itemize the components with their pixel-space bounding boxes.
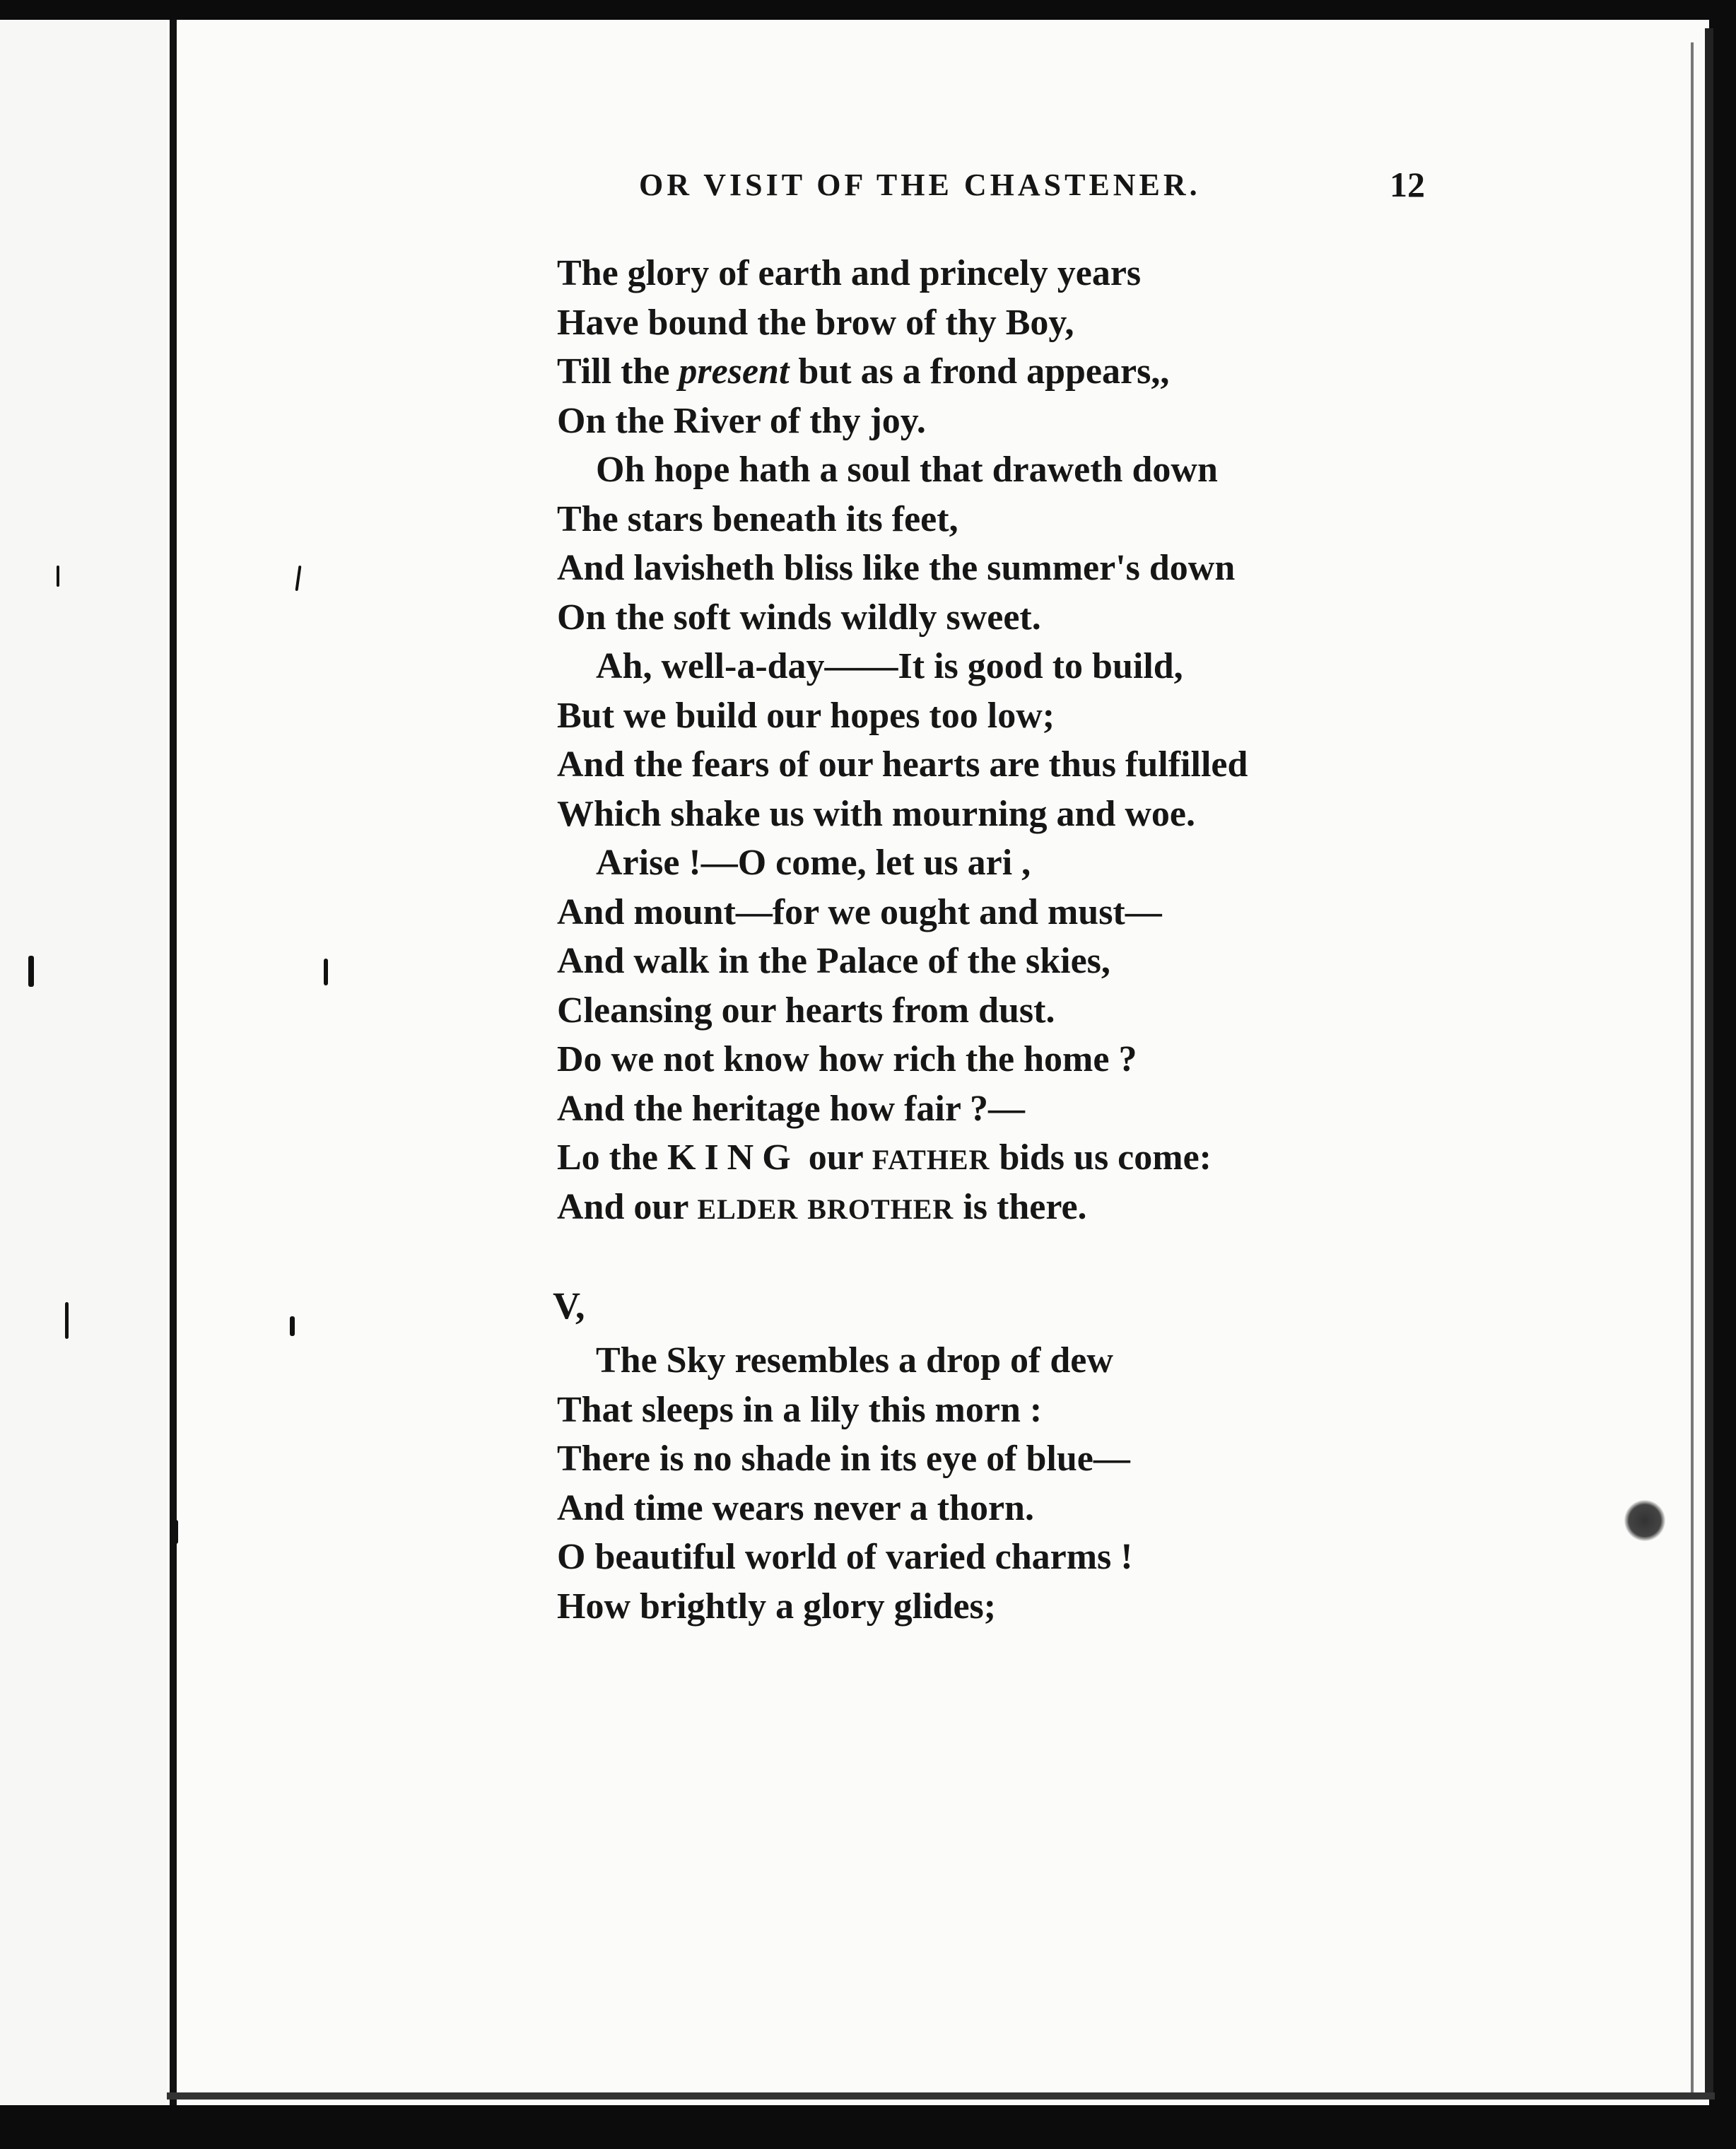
poem-stanza-iv [557, 249, 1441, 1231]
poem-line: O beautiful world of varied charms ! [557, 1537, 1133, 1577]
page-number: 12 [1390, 165, 1425, 204]
line-text: And our [557, 1186, 698, 1227]
poem-line: But we build our hopes too low; [557, 695, 1055, 736]
line-text: is there. [954, 1186, 1087, 1227]
poem-line: The Sky resembles a drop of dew [596, 1340, 1113, 1381]
small-caps-word: FATHER [872, 1144, 990, 1176]
line-text: but as a frond appears,, [789, 351, 1170, 392]
running-title: OR VISIT OF THE CHASTENER. [639, 168, 1201, 202]
gutter-line [170, 20, 177, 2105]
section-numeral: V, [553, 1284, 585, 1327]
running-header [0, 167, 1736, 209]
scan-speck [65, 1302, 69, 1339]
poem-line: And walk in the Palace of the skies, [557, 941, 1110, 981]
poem-line: Cleansing our hearts from dust. [557, 990, 1055, 1031]
poem-stanza-v [557, 1336, 1441, 1631]
poem-line: On the River of thy joy. [557, 400, 926, 441]
poem-line: Which shake us with mourning and woe. [557, 793, 1195, 834]
poem-line [557, 1183, 1441, 1232]
poem-line: And mount—for we ought and must— [557, 891, 1162, 932]
poem-line: How brightly a glory glides; [557, 1586, 997, 1627]
line-text: Till the [557, 351, 679, 392]
poem-line: The glory of earth and princely years [557, 253, 1142, 293]
small-caps-word: ELDER [697, 1193, 799, 1225]
scan-speck [57, 566, 59, 587]
poem-line: Arise !—O come, let us ari , [596, 843, 1031, 883]
scan-speck [28, 956, 34, 987]
poem-line: The stars beneath its feet, [557, 498, 958, 539]
spaced-caps-word: KING [667, 1137, 799, 1178]
poem-line: And time wears never a thorn. [557, 1487, 1034, 1528]
page-edge-shadow [1705, 28, 1713, 2100]
facing-page-edge [0, 20, 167, 2105]
poem-line: There is no shade in its eye of blue— [557, 1439, 1130, 1479]
poem-line: On the soft winds wildly sweet. [557, 597, 1041, 638]
poem-line [557, 347, 1441, 397]
poem-line: Oh hope hath a soul that draweth down [596, 450, 1218, 490]
poem-line: That sleeps in a lily this morn : [557, 1389, 1043, 1430]
line-text: Lo the [557, 1137, 667, 1178]
scan-speck [174, 1520, 178, 1544]
italic-word: present [679, 351, 790, 392]
page-edge-line [1691, 42, 1694, 2092]
poem-line [557, 1133, 1441, 1183]
poem-line: Have bound the brow of thy Boy, [557, 302, 1074, 343]
poem-line: Ah, well-a-day——It is good to build, [596, 646, 1183, 686]
poem-line: And lavisheth bliss like the summer's down [557, 548, 1236, 588]
line-text: our [799, 1137, 872, 1178]
poem-line: Do we not know how rich the home ? [557, 1039, 1137, 1079]
line-text [798, 1187, 807, 1227]
scan-speck [290, 1316, 295, 1336]
page-bottom-edge [167, 2092, 1715, 2100]
poem-line: And the heritage how fair ?— [557, 1088, 1026, 1129]
poem-line: And the fears of our hearts are thus fulfilled [557, 744, 1248, 785]
scan-speck [324, 959, 328, 985]
line-text: bids us come: [990, 1137, 1212, 1178]
ink-blot [1624, 1500, 1665, 1541]
small-caps-word: BROTHER [807, 1193, 954, 1225]
